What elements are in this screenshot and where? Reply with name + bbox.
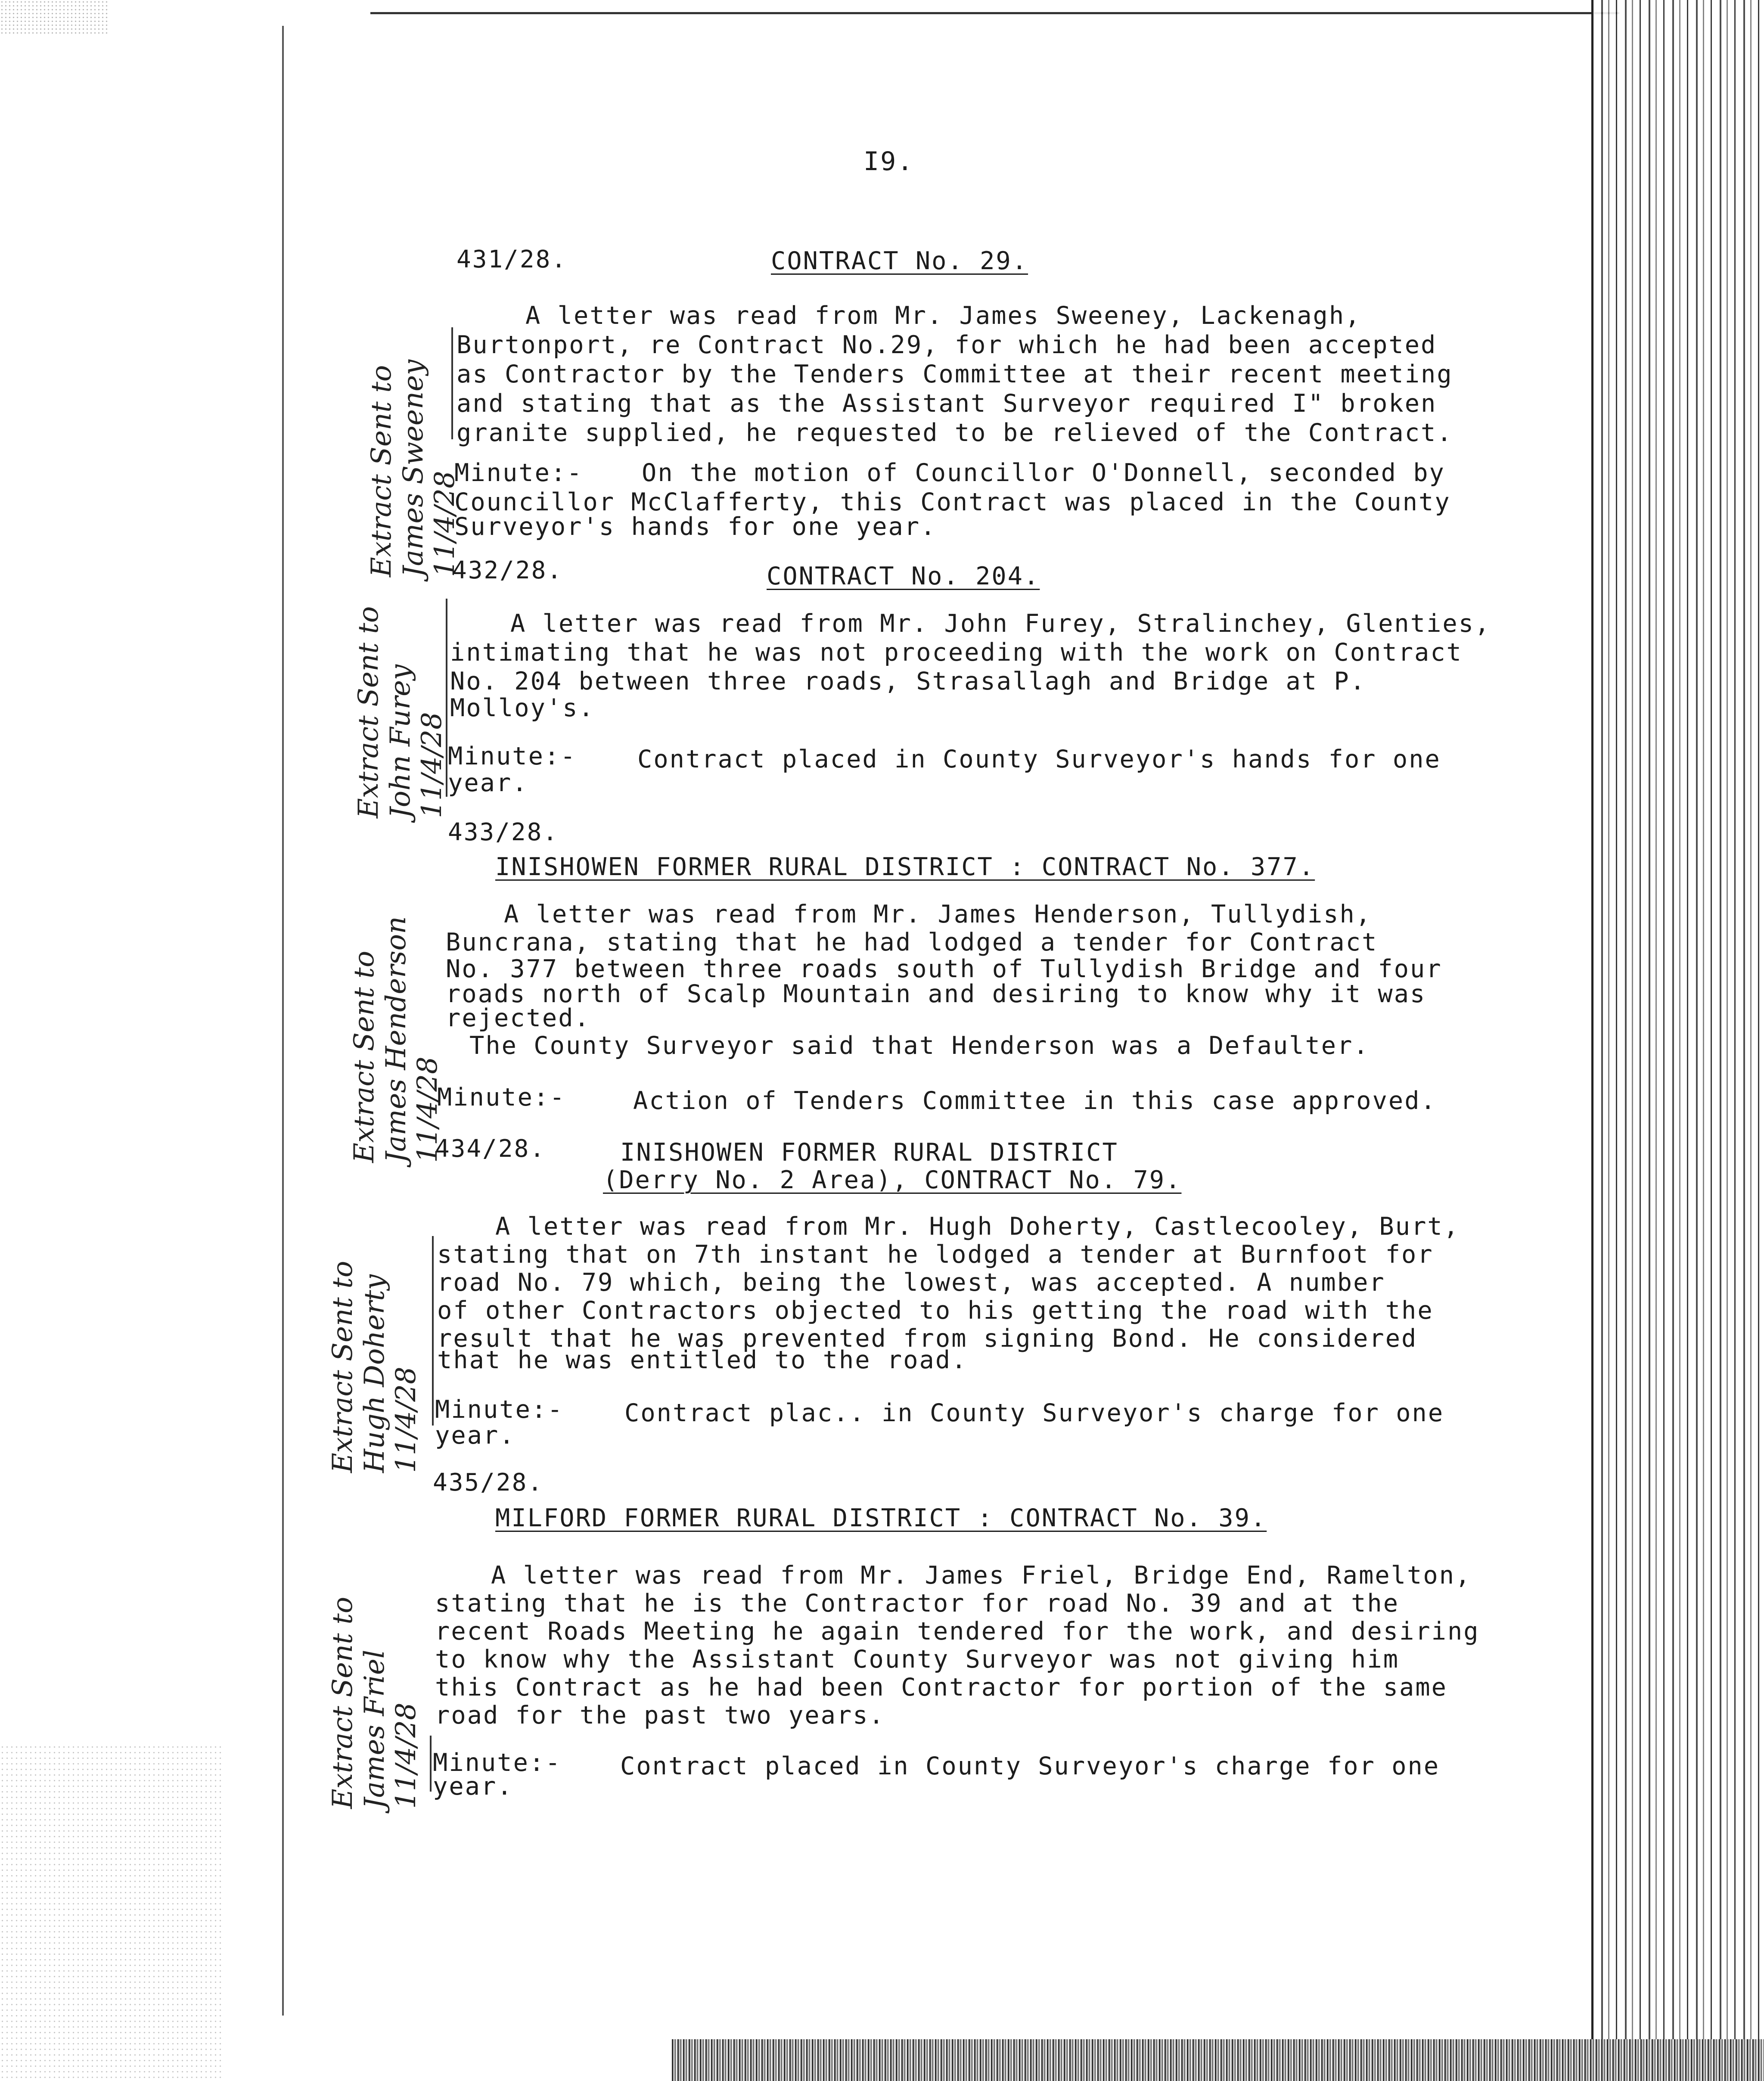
- body-line: roads north of Scalp Mountain and desiring to know why it was: [446, 980, 1426, 1008]
- body-line: A letter was read from Mr. James Henderson, Tullydish,: [504, 900, 1372, 929]
- body-line: Molloy's.: [450, 694, 595, 722]
- entry-ref: 433/28.: [448, 818, 559, 846]
- minute-line: Contract placed in County Surveyor's hands for one: [637, 745, 1441, 773]
- entry-ref: 434/28.: [435, 1135, 546, 1163]
- body-line: Burtonport, re Contract No.29, for which he had been accepted: [457, 331, 1437, 359]
- entry-heading: CONTRACT No. 204.: [767, 562, 1040, 590]
- page-top-edge: [370, 12, 1619, 14]
- body-line: stating that he is the Contractor for road No. 39 and at the: [435, 1589, 1400, 1618]
- minute-line: year.: [448, 769, 528, 797]
- body-line: this Contract as he had been Contractor for portion of the same: [435, 1673, 1447, 1702]
- marginal-note-handwritten: Extract Sent to James Henderson 11/4/28: [348, 916, 444, 1163]
- margin-bracket: [432, 1236, 434, 1426]
- minute-line: year.: [433, 1772, 513, 1801]
- entry-heading: (Derry No. 2 Area), CONTRACT No. 79.: [603, 1166, 1182, 1194]
- body-line: of other Contractors objected to his getting the road with the: [437, 1296, 1434, 1325]
- page-left-edge: [282, 26, 284, 2016]
- minute-label: Minute:-: [435, 1395, 564, 1424]
- minute-label: Minute:-: [437, 1083, 566, 1112]
- scan-speckle-left: [0, 1744, 224, 2081]
- body-line: No. 204 between three roads, Strasallagh and Bridge at P.: [450, 667, 1366, 696]
- body-line: result that he was prevented from signing Bond. He considered: [437, 1324, 1418, 1353]
- entry-ref: 432/28.: [452, 556, 563, 584]
- body-line: stating that on 7th instant he lodged a tender at Burnfoot for: [437, 1240, 1434, 1269]
- body-line: The County Surveyor said that Henderson was a Defaulter.: [469, 1031, 1370, 1060]
- body-line: recent Roads Meeting he again tendered for the work, and desiring: [435, 1617, 1480, 1646]
- entry-ref: 431/28.: [457, 245, 568, 273]
- entry-heading: MILFORD FORMER RURAL DISTRICT : CONTRACT No. 39.: [495, 1504, 1267, 1532]
- page-number: I9.: [863, 146, 914, 177]
- marginal-note-handwritten: Extract Sent to John Furey 11/4/28: [353, 606, 448, 818]
- body-line: to know why the Assistant County Surveyor was not giving him: [435, 1645, 1400, 1674]
- minute-line: Councillor McClafferty, this Contract was placed in the County: [454, 488, 1451, 516]
- minute-line: year.: [435, 1421, 516, 1450]
- body-line: rejected.: [446, 1004, 590, 1032]
- entry-heading: CONTRACT No. 29.: [771, 247, 1028, 275]
- marginal-note-handwritten: Extract Sent to Hugh Doherty 11/4/28: [327, 1261, 422, 1473]
- ledger-page-stack: [1593, 0, 1764, 2081]
- marginal-note-handwritten: Extract Sent to James Sweeney 11/4/28: [366, 359, 461, 577]
- body-line: A letter was read from Mr. James Sweeney, Lackenagh,: [525, 301, 1361, 330]
- minute-label: Minute:-: [454, 459, 583, 487]
- minute-line: Surveyor's hands for one year.: [454, 512, 937, 541]
- body-line: that he was entitled to the road.: [437, 1346, 968, 1374]
- body-line: road No. 79 which, being the lowest, was accepted. A number: [437, 1268, 1385, 1297]
- page-bottom-shadow: [672, 2039, 1764, 2081]
- entry-heading: INISHOWEN FORMER RURAL DISTRICT : CONTRACT No. 377.: [495, 853, 1315, 881]
- body-line: road for the past two years.: [435, 1701, 885, 1730]
- scan-speckle-top: [0, 0, 108, 34]
- body-line: Buncrana, stating that he had lodged a tender for Contract: [446, 928, 1378, 957]
- margin-bracket: [430, 1736, 432, 1792]
- body-line: No. 377 between three roads south of Tullydish Bridge and four: [446, 955, 1442, 983]
- body-line: granite supplied, he requested to be relieved of the Contract.: [457, 419, 1453, 447]
- body-line: A letter was read from Mr. Hugh Doherty, Castlecooley, Burt,: [495, 1212, 1460, 1241]
- entry-ref: 435/28.: [433, 1469, 544, 1497]
- body-line: intimating that he was not proceeding with the work on Contract: [450, 638, 1463, 667]
- minute-line: On the motion of Councillor O'Donnell, seconded by: [642, 459, 1445, 487]
- body-line: and stating that as the Assistant Surveyor required I" broken: [457, 389, 1437, 418]
- body-line: as Contractor by the Tenders Committee at their recent meeting: [457, 360, 1453, 388]
- minute-label: Minute:-: [448, 742, 577, 770]
- entry-heading: INISHOWEN FORMER RURAL DISTRICT: [620, 1138, 1118, 1167]
- body-line: A letter was read from Mr. James Friel, Bridge End, Ramelton,: [491, 1561, 1472, 1590]
- minute-line: Contract plac.. in County Surveyor's charge for one: [624, 1399, 1444, 1427]
- minute-label: Minute:-: [433, 1749, 562, 1777]
- body-line: A letter was read from Mr. John Furey, Stralinchey, Glenties,: [510, 609, 1491, 638]
- marginal-note-handwritten: Extract Sent to James Friel 11/4/28: [327, 1596, 422, 1809]
- minute-line: Action of Tenders Committee in this case approved.: [633, 1087, 1437, 1115]
- minute-line: Contract placed in County Surveyor's charge for one: [620, 1752, 1440, 1780]
